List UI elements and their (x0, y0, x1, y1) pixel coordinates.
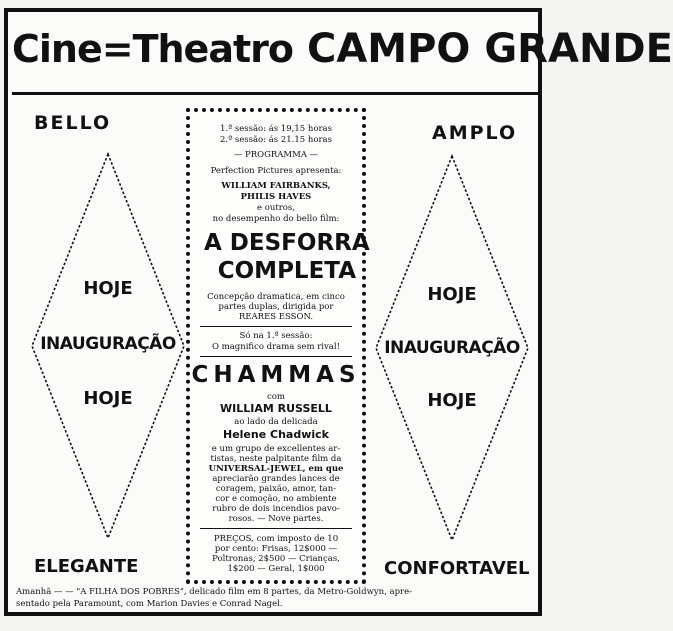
left-top-word: BELLO (34, 112, 112, 134)
programme-box (186, 108, 370, 584)
prices-line-1: PREÇOS, com imposto de 10 (213, 534, 339, 544)
presents-line: Perfection Pictures apresenta: (210, 166, 342, 176)
cast-line-2: PHILIS HAVES (240, 192, 312, 202)
description2-line-2: tistas, neste palpitante film da (210, 454, 342, 464)
side-by-side-line: ao lado da delicada (234, 417, 318, 427)
description2-line-1: e um grupo de excellentes ar- (211, 444, 341, 454)
left-diamond-hoje-bottom: HOJE (83, 388, 133, 409)
session-1: 1.ª sessão: ás 19,15 horas (220, 124, 332, 134)
right-top-word: AMPLO (432, 122, 518, 144)
programma-heading: — PROGRAMMA — (233, 150, 319, 160)
headline-cine-theatro: Cine=Theatro (12, 27, 293, 71)
cast-line-3: e outros, (257, 203, 295, 213)
headline-campo-grande: CAMPO GRANDE (306, 26, 673, 72)
footer-line-2: sentado pela Paramount, com Marion Davies e Conrad Nagel. (16, 599, 283, 609)
prices-line-4: 1$200 — Geral, 1$000 (227, 564, 325, 574)
left-diamond-inauguracao: INAUGURAÇÃO (40, 334, 176, 354)
cast-line-1: WILLIAM FAIRBANKS, (221, 181, 331, 191)
feature-title-line-1: A DESFORRA (204, 230, 370, 256)
cast-line-4: no desempenho do bello film: (212, 214, 340, 224)
feature-title-line-2: COMPLETA (217, 258, 356, 284)
description2-line-8: rosos. — Nove partes. (228, 514, 324, 524)
description1-line-1: Concepção dramatica, em cinco (207, 292, 345, 302)
description2-line-6: cor e comoção, no ambiente (215, 494, 337, 504)
right-diamond-hoje-top: HOJE (427, 284, 477, 305)
star-name: WILLIAM RUSSELL (220, 402, 332, 415)
headline-rule (12, 92, 542, 95)
separator-2 (200, 356, 352, 357)
separator-1 (200, 326, 352, 327)
footer-line-1: Amanhã — — "A FILHA DOS POBRES", delicado film em 8 partes, da Metro-Goldwyn, apre- (16, 587, 413, 597)
description2-line-5: coragem, paixão, amor, tan- (215, 484, 337, 494)
description2-line-4: apreciarão grandes lances de (212, 474, 340, 484)
right-diamond-inauguracao: INAUGURAÇÃO (384, 338, 520, 358)
description2-line-3: UNIVERSAL-JEWEL, em que (208, 464, 344, 474)
description1-line-3: REARES ESSON. (238, 312, 314, 322)
right-diamond-hoje-bottom: HOJE (427, 390, 477, 411)
description1-line-2: partes duplas, dirigida por (218, 302, 334, 312)
second-feature-title: CHAMMAS (191, 362, 361, 388)
prices-line-3: Poltronas, 2$500 — Crianças, (212, 554, 340, 564)
only-first-line-2: O magnifico drama sem rival! (211, 342, 341, 352)
cinema-advertisement (4, 8, 673, 616)
costar-name: Helene Chadwick (223, 428, 329, 441)
only-first-line-1: Só na 1.ª sessão: (239, 331, 313, 341)
left-bottom-word: ELEGANTE (34, 556, 139, 577)
right-bottom-word: CONFORTAVEL (384, 558, 530, 579)
headline (12, 26, 673, 86)
left-diamond-hoje-top: HOJE (83, 278, 133, 299)
session-2: 2.ª sessão: ás 21.15 horas (220, 135, 332, 145)
description2-line-7: rubro de dois incendios pavo- (212, 504, 340, 514)
prices-line-2: por cento: Frisas, 12$000 — (214, 544, 338, 554)
footer-notice (16, 586, 542, 610)
separator-3 (200, 528, 352, 529)
with-line: com (267, 392, 285, 402)
